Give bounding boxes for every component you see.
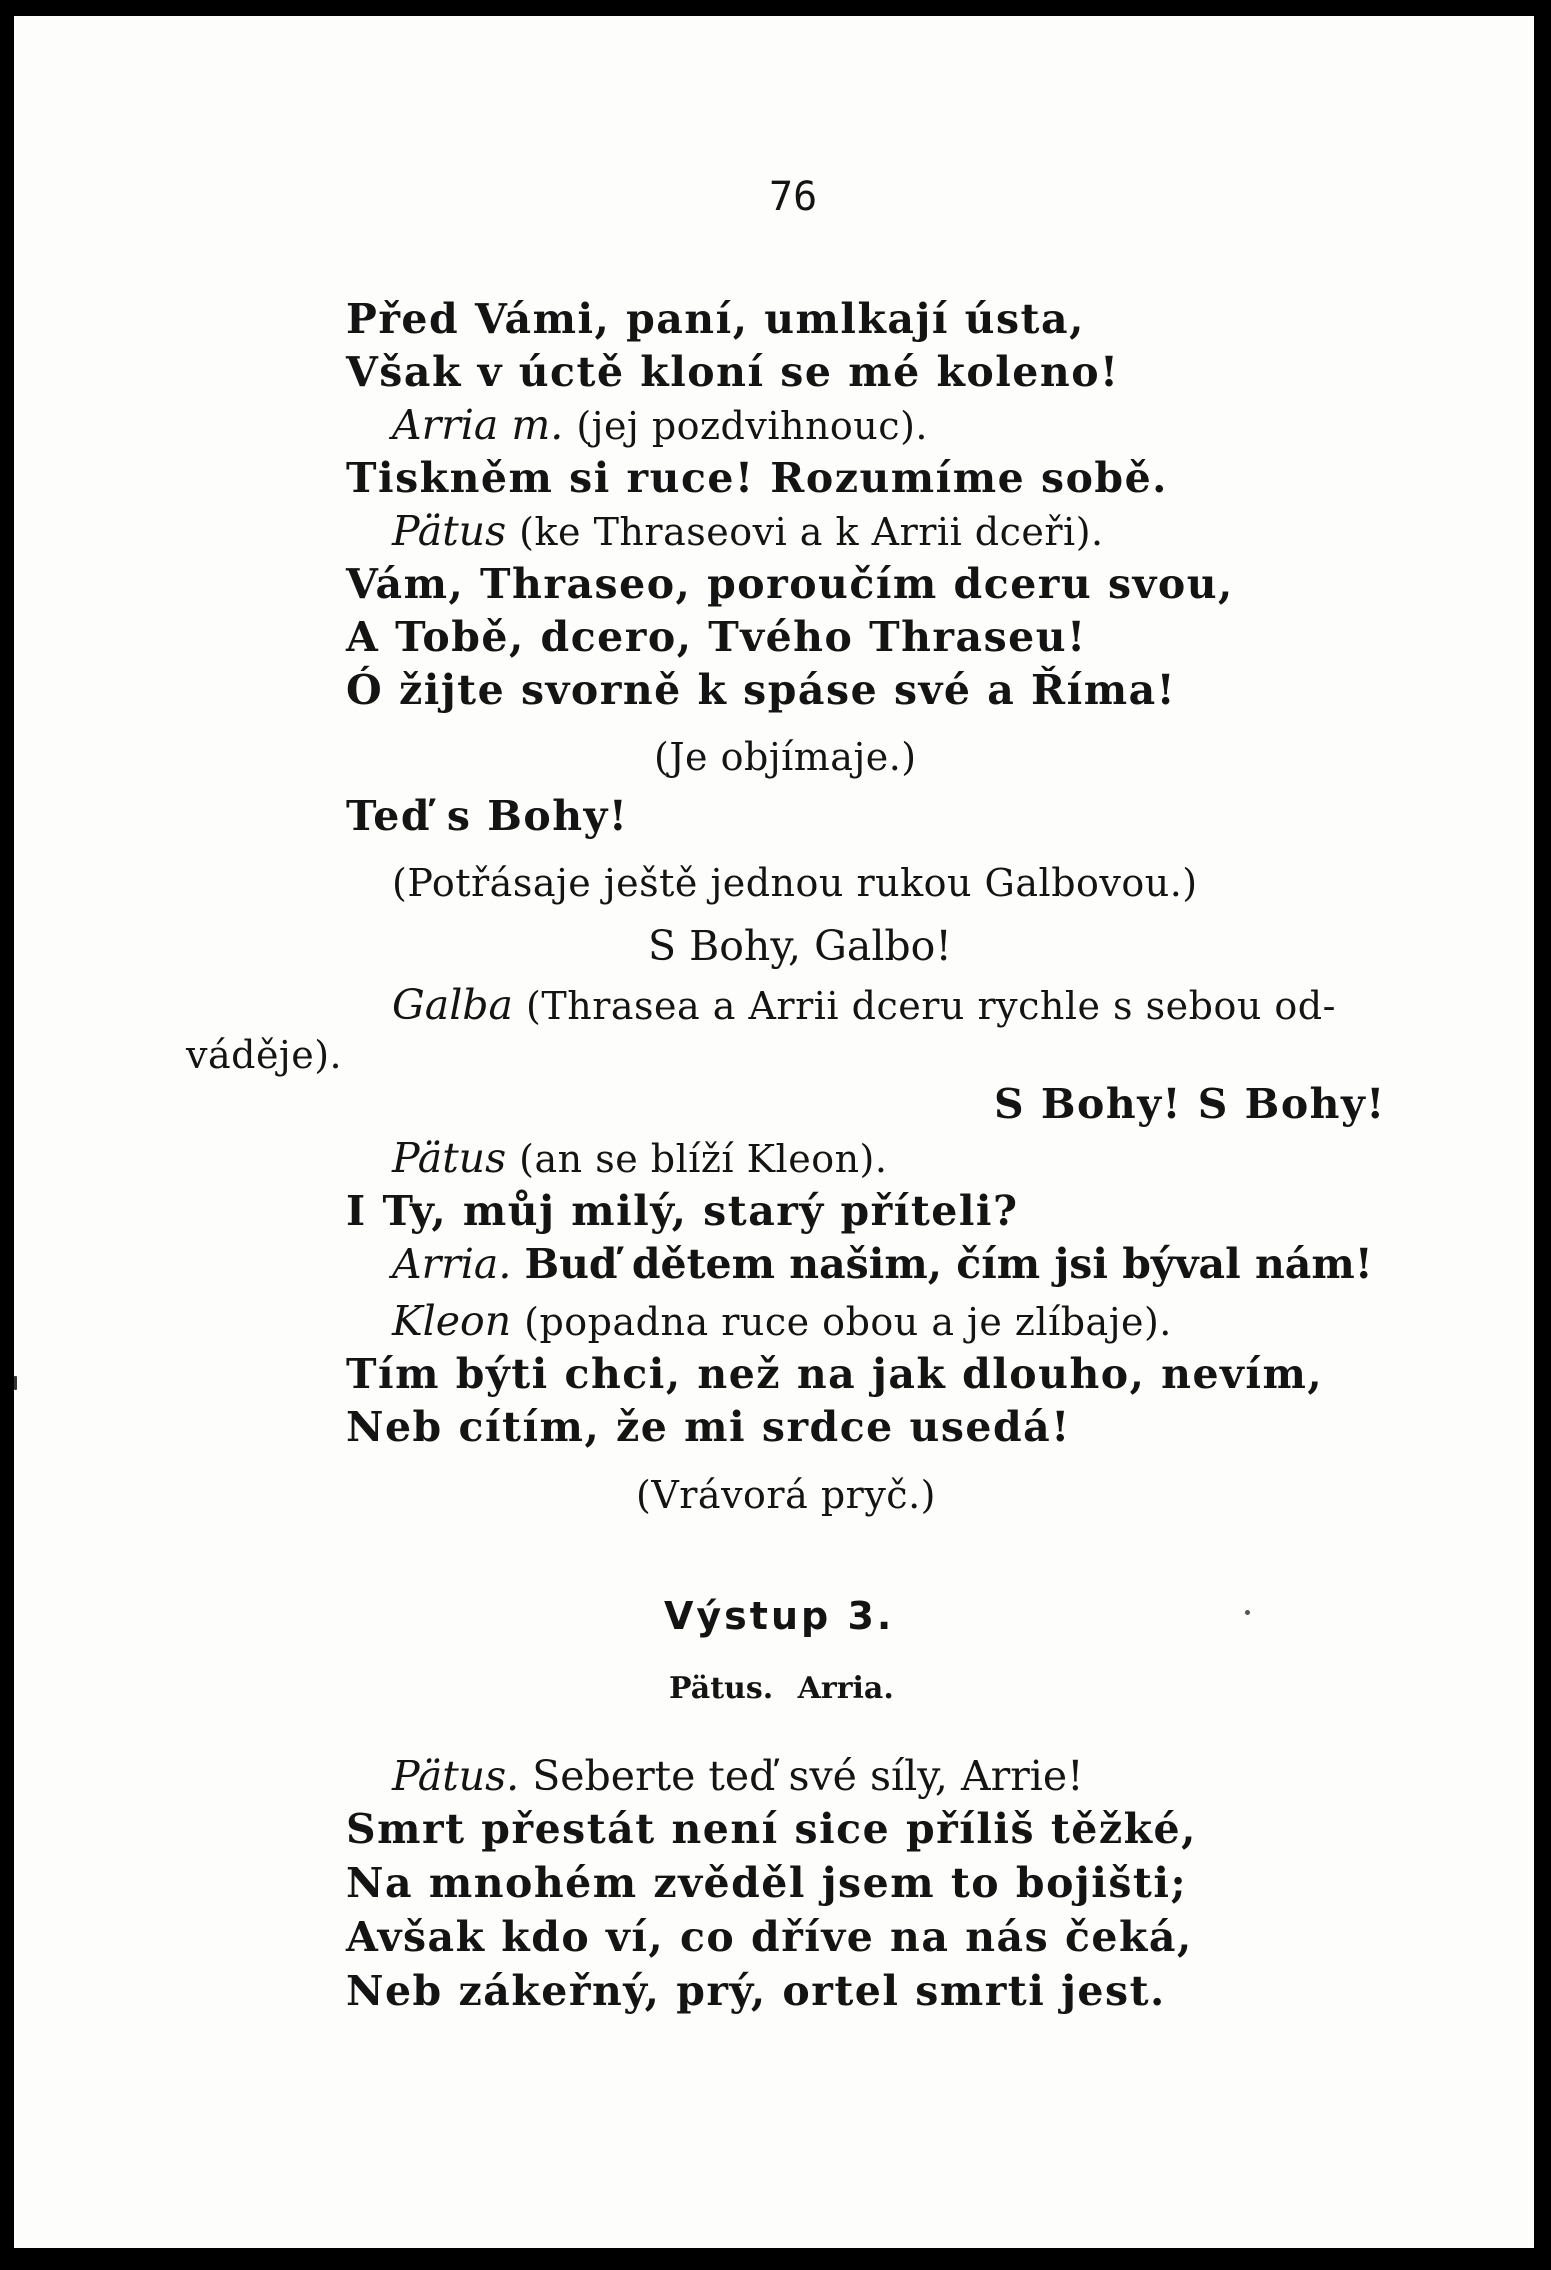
stage-direction: (popadna ruce obou a je zlíbaje). <box>524 1300 1172 1344</box>
stage-direction-line <box>392 980 1336 1031</box>
stage-direction: (Thrasea a Arrii dceru rychle s sebou od- <box>526 984 1336 1028</box>
speech-line <box>392 1239 1373 1289</box>
verse-line: Smrt přestát není sice příliš těžké, <box>346 1805 1197 1853</box>
stage-direction: (an se blíží Kleon). <box>519 1137 888 1181</box>
verse-line: Ó žijte svorně k spáse své a Říma! <box>346 666 1177 714</box>
scene-cast: Pätus. Arria. <box>669 1671 894 1706</box>
verse-text: Buď dětem našim, čím jsi býval nám! <box>524 1240 1373 1288</box>
speaker-name: Galba <box>392 981 513 1029</box>
stage-direction-line <box>392 1133 887 1184</box>
stage-direction-line <box>392 506 1104 557</box>
verse-line: Na mnohém zvěděl jsem to bojišti; <box>346 1859 1188 1907</box>
book-page <box>14 16 1534 2248</box>
speaker-name: Pätus <box>392 507 507 555</box>
speaker-name: Arria m. <box>392 401 564 449</box>
verse-text: Seberte teď své síly, Arrie! <box>532 1752 1084 1800</box>
speaker-name: Arria. <box>392 1240 512 1288</box>
verse-line: Teď s Bohy! <box>346 792 629 840</box>
stage-direction: (jej pozdvihnouc). <box>576 404 928 448</box>
speaker-name: Pätus. <box>392 1752 520 1800</box>
stage-direction: (Je objímaje.) <box>654 735 917 779</box>
verse-line: Avšak kdo ví, co dříve na nás čeká, <box>346 1913 1193 1961</box>
stage-direction-line <box>392 400 928 451</box>
speech-line <box>392 1751 1084 1801</box>
verse-line: Tím býti chci, než na jak dlouho, nevím, <box>346 1350 1324 1398</box>
page-number: 76 <box>769 174 818 220</box>
stage-direction: váděje). <box>186 1033 343 1077</box>
scene-heading: Výstup 3. <box>664 1594 895 1638</box>
verse-line: S Bohy! S Bohy! <box>994 1080 1386 1128</box>
verse-line: Vám, Thraseo, poroučím dceru svou, <box>346 560 1234 608</box>
verse-line: Však v úctě kloní se mé koleno! <box>346 348 1120 396</box>
verse-line: I Ty, můj milý, starý příteli? <box>346 1187 1019 1235</box>
scan-speck <box>1245 1610 1250 1615</box>
stage-direction: (Vrávorá pryč.) <box>636 1473 936 1517</box>
scan-mark <box>14 1376 17 1390</box>
verse-line: Tiskněm si ruce! Rozumíme sobě. <box>346 454 1168 502</box>
stage-direction: (ke Thraseovi a k Arrii dceři). <box>519 510 1104 554</box>
speaker-name: Kleon <box>392 1297 512 1345</box>
stage-direction-line <box>392 1296 1172 1347</box>
stage-direction: (Potřásaje ještě jednou rukou Galbovou.) <box>392 861 1198 905</box>
verse-line: Neb cítím, že mi srdce usedá! <box>346 1403 1071 1451</box>
speaker-name: Pätus <box>392 1134 507 1182</box>
verse-line: A Tobě, dcero, Tvého Thraseu! <box>346 613 1087 661</box>
verse-line: S Bohy, Galbo! <box>648 922 952 970</box>
verse-line: Neb zákeřný, prý, ortel smrti jest. <box>346 1967 1166 2015</box>
verse-line: Před Vámi, paní, umlkají ústa, <box>346 295 1085 343</box>
